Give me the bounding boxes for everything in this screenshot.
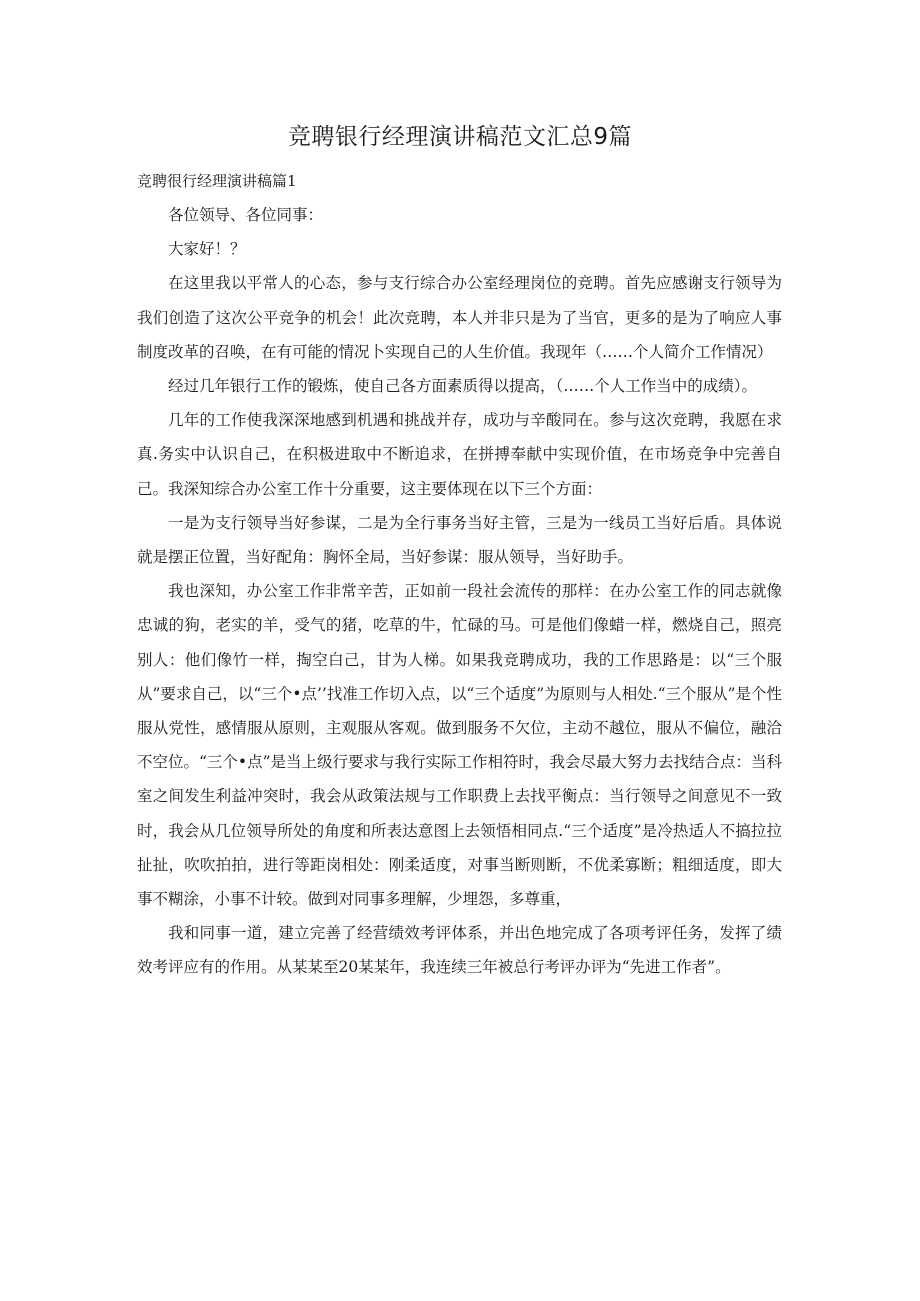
document-title: 竞聘银行经理演讲稿范文汇总9篇 — [287, 124, 633, 150]
paragraph-5: 我也深知，办公室工作非常辛苦，正如前一段社会流传的那样：在办公室工作的同志就像忠诚的狗，老实的羊，受气的猪，吃草的牛，忙碌的马。可是他们像蜡一样，燃烧自己，照亮别人：他们像竹一样，掏空白己，甘为人梯。如果我竞聘成功，我的工作思路是：以“三个服从”要求自己，以“三个•点’’找准工作切入点，以“三个适度”为原则与人相处.“三个服从”是个性服从党性，感情服从原则，主观服从客观。做到服务不欠位，主动不越位，服从不偏位，融洽不空位。“三个•点”是当上级行要求与我行实际工作相符时，我会尽最大努力去找结合点：当科室之间发生利益冲突时，我会从政策法规与工作职费上去找平衡点：当行领导之间意见不一致时，我会从几位领导所处的角度和所表达意图上去领悟相同点.“三个适度”是冷热适人不搞拉拉扯扯，吹吹拍拍，进行等距岗相处：刚柔适度，对事当断则断，不优柔寡断；粗细适度，即大事不糊涂，小事不计较。做到对同事多理解，少埋怨，多尊重， — [137, 582, 782, 909]
paragraph-6: 我和同事一道，建立完善了经营绩效考评体系，并出色地完成了各项考评任务，发挥了绩效考评应有的作用。从某某至20某某年，我连续三年被总行考评办评为“先进工作者”。 — [137, 924, 782, 977]
section-heading: 竞聘很行经理演讲稿篇1 — [137, 172, 297, 190]
salutation: 各位领导、各位同事： — [168, 206, 324, 224]
greeting: 大家好！？ — [168, 240, 246, 259]
paragraph-3: 几年的工作使我深深地感到机遇和挑战并存，成功与辛酸同在。参与这次竞聘，我愿在求真.务实中认识自己，在积极进取中不断追求，在拼搏奉献中实现价值，在市场竞争中完善自己。我深知综合办公室工作十分重要，这主要体现在以下三个方面： — [137, 411, 782, 498]
document-body — [137, 198, 782, 985]
paragraph-4: 一是为支行领导当好参谋，二是为全行事务当好主管，三是为一线员工当好后盾。具体说就是摆正位置，当好配角：胸怀全局，当好参谋：服从领导，当好助手。 — [137, 513, 782, 567]
paragraph-2: 经过几年银行工作的锻炼，使自己各方面素质得以提高，（……个人工作当中的成绩）。 — [168, 377, 758, 396]
paragraph-1: 在这里我以平常人的心态，参与支行综合办公室经理岗位的竞聘。首先应感谢支行领导为我们创造了这次公平竞争的机会！此次竞聘，本人并非只是为了当官，更多的是为了响应人事制度改革的召唤，在有可能的情况卜实现自己的人生价值。我现年（……个人简介工作情况） — [137, 274, 782, 361]
